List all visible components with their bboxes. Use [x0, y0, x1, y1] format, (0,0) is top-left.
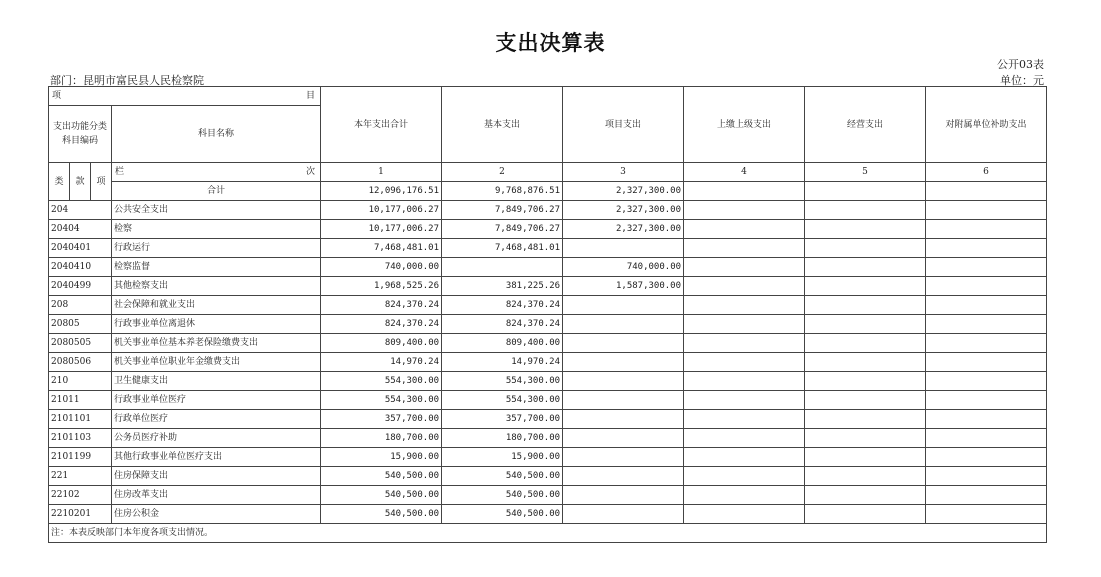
row-value-col4 — [684, 467, 805, 486]
total-value-3: 2,327,300.00 — [563, 182, 684, 201]
row-value-col4 — [684, 410, 805, 429]
col-header-3: 项目支出 — [563, 87, 684, 163]
row-value-col4 — [684, 372, 805, 391]
row-value-col6 — [926, 220, 1047, 239]
row-subject-name: 住房公积金 — [112, 505, 321, 524]
table-row — [49, 258, 1047, 277]
row-code: 20805 — [49, 315, 112, 334]
row-value-col1: 554,300.00 — [321, 391, 442, 410]
row-value-col1: 7,468,481.01 — [321, 239, 442, 258]
row-value-col5 — [805, 448, 926, 467]
total-value-4 — [684, 182, 805, 201]
row-value-col4 — [684, 353, 805, 372]
row-value-col2: 554,300.00 — [442, 372, 563, 391]
row-value-col5 — [805, 429, 926, 448]
row-value-col2: 824,370.24 — [442, 296, 563, 315]
row-subject-name: 住房保障支出 — [112, 467, 321, 486]
row-value-col4 — [684, 239, 805, 258]
row-value-col3 — [563, 410, 684, 429]
xiang-label: 项 — [52, 91, 62, 101]
row-value-col2: 357,700.00 — [442, 410, 563, 429]
row-subject-name: 公共安全支出 — [112, 201, 321, 220]
col-header-4: 上缴上级支出 — [684, 87, 805, 163]
row-value-col3 — [563, 486, 684, 505]
col-number-1: 1 — [321, 163, 442, 182]
row-value-col4 — [684, 429, 805, 448]
table-row — [49, 220, 1047, 239]
page-title: 支出决算表 — [495, 31, 606, 55]
table-row — [49, 391, 1047, 410]
col-header-1: 本年支出合计 — [321, 87, 442, 163]
row-value-col1: 180,700.00 — [321, 429, 442, 448]
lan-label: 栏 — [115, 167, 125, 177]
row-value-col6 — [926, 315, 1047, 334]
row-value-col1: 540,500.00 — [321, 467, 442, 486]
row-value-col3 — [563, 296, 684, 315]
row-value-col2: 540,500.00 — [442, 467, 563, 486]
col-number-6: 6 — [926, 163, 1047, 182]
row-value-col3 — [563, 372, 684, 391]
row-value-col2: 180,700.00 — [442, 429, 563, 448]
col-header-6: 对附属单位补助支出 — [926, 87, 1047, 163]
header-row-3 — [49, 163, 1047, 182]
row-value-col6 — [926, 429, 1047, 448]
row-code: 2080505 — [49, 334, 112, 353]
row-value-col3: 1,587,300.00 — [563, 277, 684, 296]
row-value-col1: 15,900.00 — [321, 448, 442, 467]
code-group-header — [49, 106, 112, 163]
row-value-col4 — [684, 391, 805, 410]
row-value-col3 — [563, 315, 684, 334]
row-value-col3 — [563, 467, 684, 486]
table-row — [49, 505, 1047, 524]
footnote: 注：本表反映部门本年度各项支出情况。 — [49, 524, 1047, 543]
row-subject-name: 卫生健康支出 — [112, 372, 321, 391]
row-value-col5 — [805, 353, 926, 372]
row-value-col2 — [442, 258, 563, 277]
row-value-col1: 10,177,006.27 — [321, 220, 442, 239]
row-subject-name: 行政单位医疗 — [112, 410, 321, 429]
table-code: 公开03表 — [997, 58, 1044, 71]
table-row — [49, 448, 1047, 467]
department-label: 部门：昆明市富民县人民检察院 — [50, 74, 204, 87]
row-subject-name: 机关事业单位基本养老保险缴费支出 — [112, 334, 321, 353]
row-value-col1: 10,177,006.27 — [321, 201, 442, 220]
row-value-col5 — [805, 410, 926, 429]
row-value-col4 — [684, 296, 805, 315]
table-row — [49, 372, 1047, 391]
row-value-col1: 1,968,525.26 — [321, 277, 442, 296]
row-subject-name: 行政运行 — [112, 239, 321, 258]
total-row — [49, 182, 1047, 201]
row-subject-name: 检察 — [112, 220, 321, 239]
table-row — [49, 201, 1047, 220]
row-value-col6 — [926, 486, 1047, 505]
row-value-col6 — [926, 410, 1047, 429]
row-value-col5 — [805, 258, 926, 277]
row-value-col2: 540,500.00 — [442, 505, 563, 524]
row-code: 210 — [49, 372, 112, 391]
row-value-col6 — [926, 296, 1047, 315]
table-row — [49, 296, 1047, 315]
row-value-col1: 554,300.00 — [321, 372, 442, 391]
row-value-col4 — [684, 201, 805, 220]
row-value-col1: 824,370.24 — [321, 296, 442, 315]
row-subject-name: 检察监督 — [112, 258, 321, 277]
row-value-col6 — [926, 372, 1047, 391]
row-value-col5 — [805, 467, 926, 486]
row-code: 2101103 — [49, 429, 112, 448]
row-value-col6 — [926, 334, 1047, 353]
row-value-col5 — [805, 315, 926, 334]
row-code: 2040401 — [49, 239, 112, 258]
row-subject-name: 社会保障和就业支出 — [112, 296, 321, 315]
table-row — [49, 239, 1047, 258]
col-number-4: 4 — [684, 163, 805, 182]
row-value-col5 — [805, 486, 926, 505]
row-value-col4 — [684, 258, 805, 277]
row-value-col3: 740,000.00 — [563, 258, 684, 277]
mu-label: 目 — [306, 91, 316, 101]
col-number-3: 3 — [563, 163, 684, 182]
row-code: 21011 — [49, 391, 112, 410]
lei-header: 类 — [49, 163, 70, 201]
row-value-col1: 357,700.00 — [321, 410, 442, 429]
row-value-col5 — [805, 391, 926, 410]
row-value-col5 — [805, 296, 926, 315]
row-value-col6 — [926, 448, 1047, 467]
row-code: 2101199 — [49, 448, 112, 467]
row-subject-name: 行政事业单位医疗 — [112, 391, 321, 410]
row-value-col6 — [926, 391, 1047, 410]
row-value-col2: 540,500.00 — [442, 486, 563, 505]
row-value-col5 — [805, 220, 926, 239]
row-value-col5 — [805, 334, 926, 353]
table-row — [49, 334, 1047, 353]
table-row — [49, 429, 1047, 448]
row-code: 20404 — [49, 220, 112, 239]
row-value-col3: 2,327,300.00 — [563, 201, 684, 220]
row-value-col4 — [684, 334, 805, 353]
row-value-col2: 824,370.24 — [442, 315, 563, 334]
row-value-col2: 7,468,481.01 — [442, 239, 563, 258]
table-row — [49, 315, 1047, 334]
row-subject-name: 机关事业单位职业年金缴费支出 — [112, 353, 321, 372]
table-row — [49, 277, 1047, 296]
row-value-col6 — [926, 353, 1047, 372]
row-value-col4 — [684, 220, 805, 239]
xiang-header: 项 — [91, 163, 112, 201]
total-value-2: 9,768,876.51 — [442, 182, 563, 201]
row-code: 204 — [49, 201, 112, 220]
row-value-col3 — [563, 334, 684, 353]
col-number-2: 2 — [442, 163, 563, 182]
row-value-col3 — [563, 429, 684, 448]
row-value-col3: 2,327,300.00 — [563, 220, 684, 239]
ci-label: 次 — [306, 167, 316, 177]
row-value-col1: 14,970.24 — [321, 353, 442, 372]
row-code: 2101101 — [49, 410, 112, 429]
row-code: 2040499 — [49, 277, 112, 296]
row-value-col3 — [563, 505, 684, 524]
header-row-1 — [49, 87, 1047, 106]
row-value-col6 — [926, 277, 1047, 296]
row-value-col1: 809,400.00 — [321, 334, 442, 353]
total-value-5 — [805, 182, 926, 201]
col-header-2: 基本支出 — [442, 87, 563, 163]
table-row — [49, 353, 1047, 372]
subject-name-header: 科目名称 — [112, 106, 321, 163]
row-value-col4 — [684, 277, 805, 296]
row-value-col5 — [805, 239, 926, 258]
row-value-col1: 824,370.24 — [321, 315, 442, 334]
row-subject-name: 其他行政事业单位医疗支出 — [112, 448, 321, 467]
row-value-col6 — [926, 467, 1047, 486]
code-group-label: 支出功能分类科目编码 — [52, 122, 107, 146]
row-value-col5 — [805, 277, 926, 296]
col-header-5: 经营支出 — [805, 87, 926, 163]
row-value-col6 — [926, 505, 1047, 524]
row-value-col2: 381,225.26 — [442, 277, 563, 296]
row-value-col5 — [805, 201, 926, 220]
row-code: 208 — [49, 296, 112, 315]
row-code: 221 — [49, 467, 112, 486]
expenditure-table — [48, 86, 1047, 543]
row-code: 22102 — [49, 486, 112, 505]
row-value-col6 — [926, 258, 1047, 277]
row-value-col4 — [684, 486, 805, 505]
table-row — [49, 410, 1047, 429]
row-value-col1: 740,000.00 — [321, 258, 442, 277]
total-value-1: 12,096,176.51 — [321, 182, 442, 201]
row-value-col2: 15,900.00 — [442, 448, 563, 467]
lan-ci-cell — [112, 163, 321, 182]
row-subject-name: 其他检察支出 — [112, 277, 321, 296]
row-value-col3 — [563, 391, 684, 410]
row-value-col3 — [563, 353, 684, 372]
row-value-col4 — [684, 448, 805, 467]
total-value-6 — [926, 182, 1047, 201]
row-code: 2080506 — [49, 353, 112, 372]
row-subject-name: 住房改革支出 — [112, 486, 321, 505]
row-value-col4 — [684, 315, 805, 334]
row-value-col2: 554,300.00 — [442, 391, 563, 410]
row-value-col2: 7,849,706.27 — [442, 220, 563, 239]
row-value-col3 — [563, 448, 684, 467]
col-number-5: 5 — [805, 163, 926, 182]
row-subject-name: 行政事业单位离退休 — [112, 315, 321, 334]
footnote-row — [49, 524, 1047, 543]
row-value-col2: 14,970.24 — [442, 353, 563, 372]
row-subject-name: 公务员医疗补助 — [112, 429, 321, 448]
total-label: 合计 — [112, 182, 321, 201]
row-value-col6 — [926, 239, 1047, 258]
row-value-col1: 540,500.00 — [321, 505, 442, 524]
row-value-col1: 540,500.00 — [321, 486, 442, 505]
row-code: 2210201 — [49, 505, 112, 524]
kuan-header: 款 — [70, 163, 91, 201]
xiang-mu-cell — [49, 87, 321, 106]
row-value-col2: 7,849,706.27 — [442, 201, 563, 220]
row-value-col4 — [684, 505, 805, 524]
row-value-col3 — [563, 239, 684, 258]
row-code: 2040410 — [49, 258, 112, 277]
row-value-col6 — [926, 201, 1047, 220]
unit-label: 单位：元 — [1000, 74, 1044, 87]
row-value-col5 — [805, 505, 926, 524]
table-row — [49, 467, 1047, 486]
row-value-col5 — [805, 372, 926, 391]
row-value-col2: 809,400.00 — [442, 334, 563, 353]
table-row — [49, 486, 1047, 505]
